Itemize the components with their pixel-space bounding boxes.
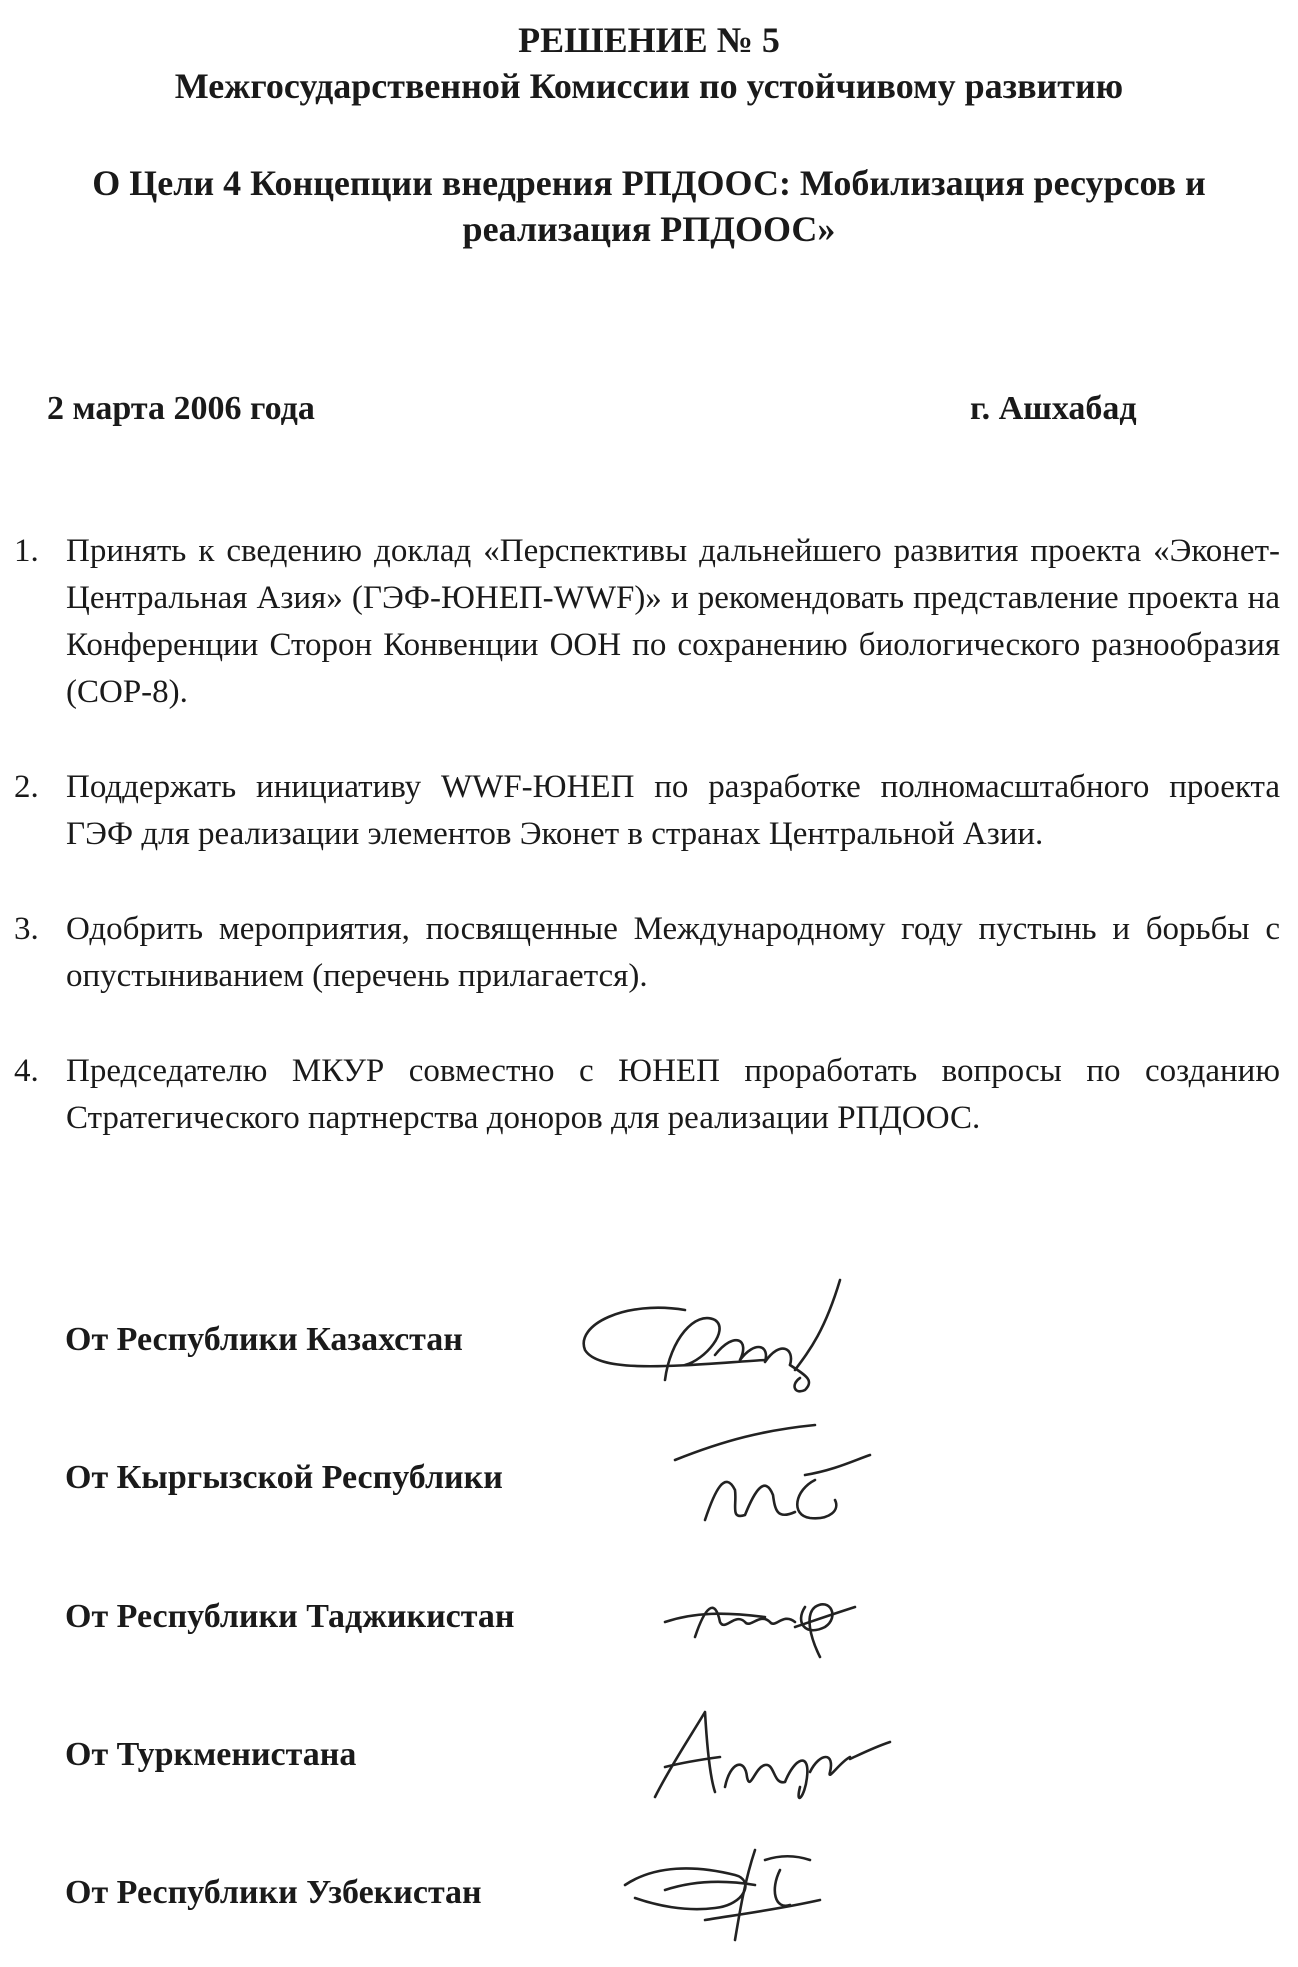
decision-item-number: 2. bbox=[14, 769, 39, 805]
signature-label: От Туркменистана bbox=[65, 1736, 357, 1773]
document-title: РЕШЕНИЕ № 5 bbox=[518, 20, 780, 60]
decision-item-number: 1. bbox=[14, 533, 39, 569]
decision-item-text: Поддержать инициативу WWF-ЮНЕП по разработке полномасштабного проекта ГЭФ для реализации элементов Эконет в странах Центральной Азии. bbox=[66, 769, 1280, 852]
document-date: 2 марта 2006 года bbox=[47, 390, 315, 427]
document-subject-text: О Цели 4 Концепции внедрения РПДООС: Мобилизация ресурсов и реализация РПДООС» bbox=[92, 163, 1206, 249]
decision-item-text: Председателю МКУР совместно с ЮНЕП проработать вопросы по созданию Стратегического партнерства доноров для реализации РПДООС. bbox=[66, 1053, 1280, 1136]
decision-item-text: Принять к сведению доклад «Перспективы дальнейшего развития проекта «Эконет-Центральная Азия» (ГЭФ-ЮНЕП-WWF)» и рекомендовать представление проекта на Конференции Сторон Конвенции ООН по сохранению биологического разнообразия (COP-8). bbox=[66, 533, 1280, 710]
signature-row-kyrgyzstan bbox=[65, 1440, 1265, 1540]
document-city: г. Ашхабад bbox=[970, 390, 1137, 427]
decision-item-text: Одобрить мероприятия, посвященные Международному году пустынь и борьбы с опустыниванием (перечень прилагается). bbox=[66, 911, 1280, 994]
decision-item-number: 4. bbox=[14, 1053, 39, 1089]
signature-row-tajikistan bbox=[65, 1577, 1265, 1677]
signature-label: От Республики Таджикистан bbox=[65, 1598, 515, 1635]
decision-item bbox=[14, 528, 1280, 716]
document-commission: Межгосударственной Комиссии по устойчивому развитию bbox=[174, 66, 1124, 106]
decision-item bbox=[14, 764, 1280, 858]
handwritten-signature-icon bbox=[605, 1830, 845, 1950]
decision-item bbox=[14, 906, 1280, 1000]
document-subject bbox=[0, 160, 1298, 252]
signature-label: От Кыргызской Республики bbox=[65, 1459, 503, 1496]
handwritten-signature-icon bbox=[565, 1270, 895, 1400]
decision-items bbox=[14, 528, 1280, 1190]
signature-row-turkmenistan bbox=[65, 1717, 1265, 1817]
decision-item bbox=[14, 1048, 1280, 1142]
handwritten-signature-icon bbox=[655, 1567, 875, 1677]
signature-row-uzbekistan bbox=[65, 1855, 1265, 1955]
signature-label: От Республики Узбекистан bbox=[65, 1874, 482, 1911]
handwritten-signature-icon bbox=[665, 1420, 885, 1540]
signature-row-kazakhstan bbox=[65, 1300, 1265, 1400]
handwritten-signature-icon bbox=[635, 1697, 895, 1817]
decision-item-number: 3. bbox=[14, 911, 39, 947]
signature-label: От Республики Казахстан bbox=[65, 1321, 463, 1358]
